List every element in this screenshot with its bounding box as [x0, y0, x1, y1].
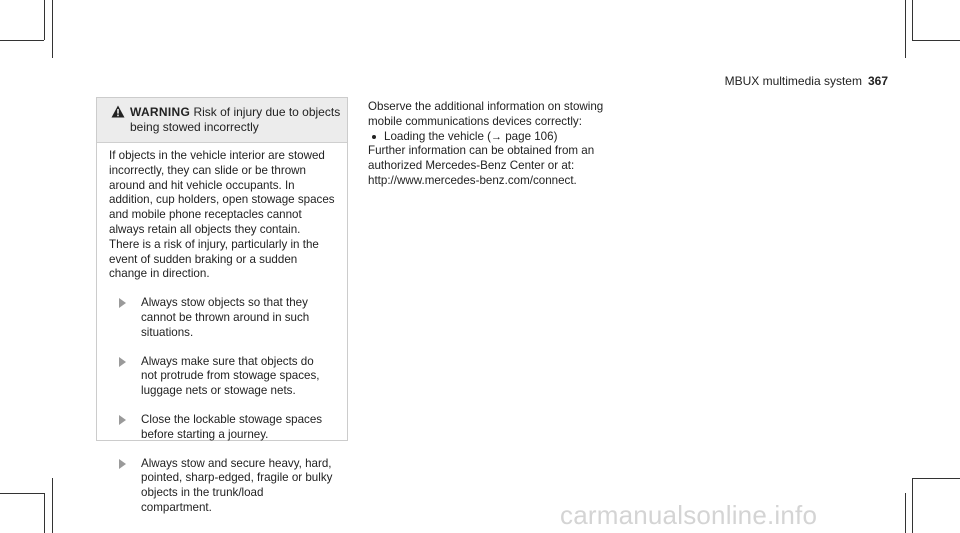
outro-text: Further information can be obtained from an authorized Mercedes-Benz Center or at: http://www.mercedes-benz.com/connect.	[368, 144, 595, 187]
crop-mark	[912, 0, 913, 40]
warning-keyword: WARNING	[130, 105, 191, 119]
page-header	[725, 74, 888, 88]
crop-mark	[912, 40, 960, 41]
crop-mark	[52, 478, 53, 533]
action-text: Always make sure that objects do not protrude from stowage spaces, luggage nets or stowage nets.	[141, 354, 320, 398]
intro-text: Observe the additional information on stowing mobile communications devices correctly:	[368, 100, 604, 128]
page-number: 367	[867, 74, 888, 88]
action-text: Always stow and secure heavy, hard, pointed, sharp-edged, fragile or bulky objects in the trunk/load compartment.	[141, 456, 333, 514]
crop-mark	[44, 0, 45, 40]
crop-mark	[52, 0, 53, 58]
action-arrow-icon	[119, 298, 126, 308]
action-text: Close the lockable stowage spaces before starting a journey.	[141, 412, 323, 441]
crop-mark	[905, 0, 906, 58]
list-item	[109, 457, 337, 516]
crop-mark	[0, 493, 44, 494]
action-arrow-icon	[119, 415, 126, 425]
warning-actions	[109, 296, 337, 516]
page-reference-link[interactable]: page 106)	[502, 129, 558, 143]
action-arrow-icon	[119, 357, 126, 367]
bullet-dot-icon	[372, 135, 376, 139]
list-item	[109, 413, 337, 443]
list-item	[368, 130, 630, 145]
right-column	[368, 100, 630, 189]
crop-mark	[912, 478, 960, 479]
warning-box	[96, 97, 348, 514]
action-text: Always stow objects so that they cannot be thrown around in such situations.	[141, 296, 310, 339]
warning-header	[97, 98, 347, 143]
warning-paragraph: If objects in the vehicle interior are stowed incorrectly, they can slide or be thrown around and hit vehicle occupants. In addition, cup holders, open stowage spaces and mobile phone receptacles cannot always retain all objects they contain.	[109, 149, 335, 236]
warning-title	[130, 105, 342, 135]
crop-mark	[44, 493, 45, 533]
list-item	[109, 355, 337, 399]
bullet-text: Loading the vehicle (	[384, 129, 491, 143]
section-title: MBUX multimedia system	[724, 74, 862, 88]
list-item	[109, 296, 337, 340]
watermark: carmanualsonline.info	[560, 500, 818, 530]
action-arrow-icon	[119, 459, 126, 469]
warning-triangle-icon	[111, 105, 125, 118]
warning-title-text: Risk of injury due to objects being stowed incorrectly	[130, 105, 341, 134]
warning-body	[97, 143, 347, 516]
warning-paragraph: There is a risk of injury, particularly in the event of sudden braking or a sudden change in direction.	[109, 237, 319, 281]
bullet-list	[368, 130, 630, 145]
crop-mark	[0, 40, 44, 41]
reference-arrow-icon: →	[491, 130, 502, 143]
